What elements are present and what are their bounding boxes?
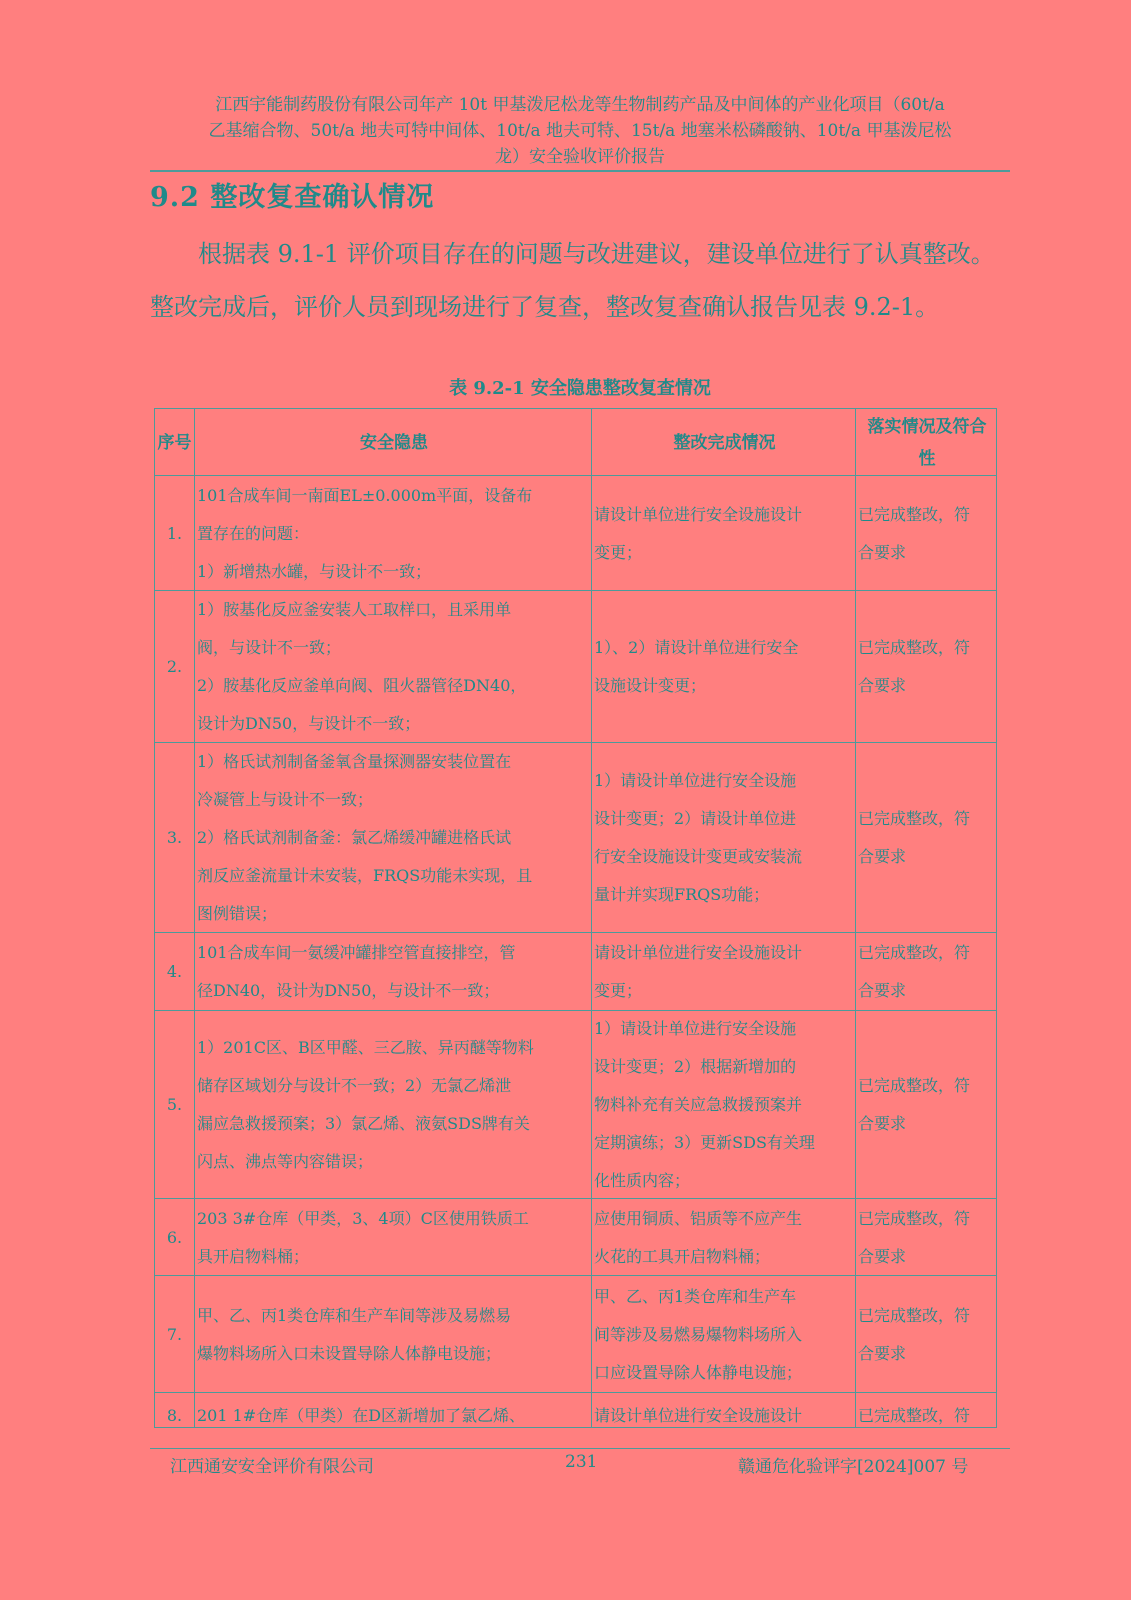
cell-line: 合要求 [858,542,907,562]
cell-line: 1）胺基化反应釜安装人工取样口，且采用单 [197,600,512,619]
cell-hazard [194,1276,591,1393]
cell-line: 漏应急救援预案；3）氯乙烯、液氨SDS牌有关 [197,1114,530,1133]
cell-index [154,743,194,933]
cell-line: 1. [166,523,183,543]
table-row [154,475,997,591]
cell-rectification [591,1011,855,1199]
cell-compliance [855,933,997,1011]
cell-line: 7. [166,1324,183,1344]
cell-line: 量计并实现FRQS功能； [594,885,770,904]
cell-hazard [194,1393,591,1428]
cell-line: 6. [166,1227,183,1247]
cell-line: 设计为DN50，与设计不一致； [197,714,421,733]
cell-line: 5. [166,1095,183,1114]
cell-line: 储存区域划分与设计不一致；2）无氯乙烯泄 [197,1076,512,1095]
footer-divider [150,1448,1010,1449]
cell-line: 具开启物料桶； [197,1246,310,1266]
footer-company: 江西通安安全评价有限公司 [170,1457,374,1477]
cell-rectification [591,476,855,591]
cell-line: 1）请设计单位进行安全设施 [594,771,797,790]
cell-line: 口应设置导除人体静电设施； [594,1362,803,1382]
table-header-row [154,408,997,476]
cell-line: 间等涉及易燃易爆物料场所入 [594,1324,803,1344]
rectification-table [154,408,997,1428]
cell-line: 2）胺基化反应釜单向阀、阻火器管径DN40， [197,676,527,695]
table-row [154,590,997,743]
cell-line: 落实情况及符合 [867,416,987,437]
header-line: 江西宇能制药股份有限公司年产 10t 甲基泼尼松龙等生物制药产品及中间体的产业化项目（60t/a [215,95,945,115]
table-header-cell [154,409,194,476]
cell-line: 4. [166,962,183,981]
running-header [150,92,1010,170]
table-header-cell [591,409,855,476]
cell-rectification [591,591,855,743]
header-divider [150,170,1010,172]
cell-line: 性 [918,448,936,469]
cell-line: 8. [166,1406,183,1425]
table-bottom-border [154,1427,997,1428]
table-row [154,932,997,1011]
cell-line: 合要求 [858,1114,907,1133]
cell-rectification [591,1393,855,1428]
cell-line: 已完成整改，符 [858,943,971,962]
cell-line: 1）201C区、B区甲醛、三乙胺、异丙醚等物料 [197,1038,534,1057]
cell-line: 变更； [594,542,643,562]
table-row [154,1198,997,1276]
table-header-cell [855,409,997,476]
cell-line: 1）格氏试剂制备釜氧含量探测器安装位置在 [197,752,512,771]
cell-line: 冷凝管上与设计不一致； [197,790,374,809]
cell-line: 101合成车间一氨缓冲罐排空管直接排空，管 [197,943,516,962]
cell-index [154,1393,194,1428]
cell-compliance [855,1011,997,1199]
cell-index [154,1011,194,1199]
cell-line: 已完成整改，符 [858,504,971,524]
cell-line: 3. [166,828,183,847]
cell-rectification [591,1199,855,1276]
cell-index [154,476,194,591]
cell-line: 合要求 [858,981,907,1000]
cell-line: 径DN40，设计为DN50，与设计不一致； [197,981,500,1000]
cell-hazard [194,1011,591,1199]
cell-line: 安全隐患 [360,432,428,453]
cell-hazard [194,1199,591,1276]
cell-line: 合要求 [858,1343,907,1363]
cell-line: 火花的工具开启物料桶； [594,1246,771,1266]
cell-compliance [855,1276,997,1393]
cell-line: 化性质内容； [594,1171,691,1190]
cell-line: 203 3#仓库（甲类，3、4项）C区使用铁质工 [197,1208,529,1228]
cell-line: 已完成整改，符 [858,809,971,828]
table-row [154,742,997,933]
cell-line: 设施设计变更； [594,676,707,695]
cell-line: 已完成整改，符 [858,1305,971,1325]
cell-line: 101合成车间一南面EL±0.000m平面，设备布 [197,485,533,505]
cell-compliance [855,591,997,743]
cell-line: 2. [166,657,183,676]
cell-rectification [591,1276,855,1393]
cell-line: 剂反应釜流量计未安装，FRQS功能未实现，且 [197,866,533,885]
cell-line: 爆物料场所入口未设置导除人体静电设施； [197,1343,502,1363]
cell-line: 合要求 [858,676,907,695]
cell-hazard [194,591,591,743]
cell-line: 阀，与设计不一致； [197,638,342,657]
cell-compliance [855,476,997,591]
cell-line: 应使用铜质、铝质等不应产生 [594,1208,803,1228]
cell-line: 已完成整改，符 [858,1208,971,1228]
cell-hazard [194,933,591,1011]
cell-line: 图例错误； [197,904,278,923]
cell-line: 物料补充有关应急救援预案并 [594,1095,803,1114]
cell-line: 请设计单位进行安全设施设计 [594,504,803,524]
cell-line: 2）格氏试剂制备釜：氯乙烯缓冲罐进格氏试 [197,828,512,847]
cell-line: 1）新增热水罐，与设计不一致； [197,561,432,581]
cell-index [154,591,194,743]
cell-line: 1）、2）请设计单位进行安全 [594,638,799,657]
cell-hazard [194,476,591,591]
cell-line: 请设计单位进行安全设施设计 [594,1406,803,1425]
cell-compliance [855,1393,997,1428]
cell-index [154,933,194,1011]
table-row [154,1275,997,1393]
page-number: 231 [565,1452,598,1472]
cell-hazard [194,743,591,933]
cell-line: 合要求 [858,1246,907,1266]
cell-line: 整改完成情况 [673,432,776,453]
cell-line: 合要求 [858,847,907,866]
cell-line: 已完成整改，符 [858,638,971,657]
cell-line: 行安全设施设计变更或安装流 [594,847,803,866]
cell-index [154,1276,194,1393]
cell-line: 已完成整改，符 [858,1406,971,1425]
cell-compliance [855,743,997,933]
cell-index [154,1199,194,1276]
cell-line: 置存在的问题： [197,523,310,543]
cell-compliance [855,1199,997,1276]
table-row [154,1392,997,1428]
cell-line: 变更； [594,981,643,1000]
cell-line: 设计变更；2）根据新增加的 [594,1057,797,1076]
cell-line: 201 1#仓库（甲类）在D区新增加了氯乙烯、 [197,1406,526,1425]
cell-rectification [591,933,855,1011]
section-title: 9.2 整改复查确认情况 [150,182,435,213]
cell-line: 设计变更；2）请设计单位进 [594,809,797,828]
cell-line: 闪点、沸点等内容错误； [197,1152,374,1171]
document-number: 赣通危化验评字[2024]007 号 [738,1457,969,1477]
cell-line: 甲、乙、丙1类仓库和生产车间等涉及易燃易 [197,1305,512,1325]
header-line: 乙基缩合物、50t/a 地夫可特中间体、10t/a 地夫可特、15t/a 地塞米松磷酸钠、10t/a 甲基泼尼松 [208,121,952,141]
cell-line: 甲、乙、丙1类仓库和生产车 [594,1286,797,1306]
cell-line: 1）请设计单位进行安全设施 [594,1019,797,1038]
table-header-cell [194,409,591,476]
cell-rectification [591,743,855,933]
body-paragraph: 根据表 9.1-1 评价项目存在的问题与改进建议，建设单位进行了认真整改。整改完成后，评价人员到现场进行了复查，整改复查确认报告见表 9.2-1。 [150,240,995,321]
cell-line: 已完成整改，符 [858,1076,971,1095]
cell-line: 序号 [157,432,192,453]
table-row [154,1010,997,1199]
cell-line: 定期演练；3）更新SDS有关理 [594,1133,815,1152]
header-line: 龙）安全验收评价报告 [495,147,665,167]
cell-line: 请设计单位进行安全设施设计 [594,943,803,962]
table-caption: 表 9.2-1 安全隐患整改复查情况 [449,378,711,399]
